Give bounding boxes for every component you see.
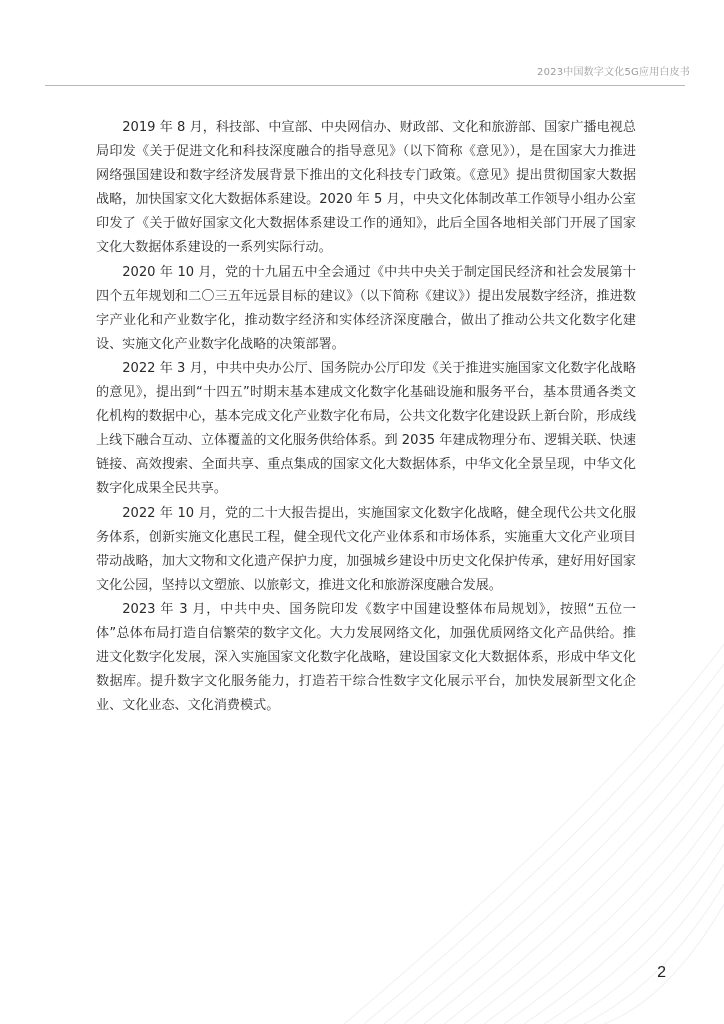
paragraph-2020-plenary: 2020 年 10 月，党的十九届五中全会通过《中共中央关于制定国民经济和社会发展第十四个五年规划和二〇三五年远景目标的建议》（以下简称《建议》）提出发展数字经济，推进数字产业化和产业数字化，推动数字经济和实体经济深度融合，做出了推动公共文化数字化建设、实施文化产业数字化战略的决策部署。 bbox=[96, 264, 636, 352]
header-divider bbox=[45, 85, 685, 86]
body-text bbox=[96, 116, 636, 718]
paragraph-2022-october: 2022 年 10 月，党的二十大报告提出，实施国家文化数字化战略，健全现代公共文化服务体系，创新实施文化惠民工程，健全现代文化产业体系和市场体系，实施重大文化产业项目带动战略，加大文物和文化遗产保护力度，加强城乡建设中历史文化保护传承，建好用好国家文化公园，坚持以文塑旅、以旅彰文，推进文化和旅游深度融合发展。 bbox=[96, 505, 636, 593]
paragraph-2023-march: 2023 年 3 月，中共中央、国务院印发《数字中国建设整体布局规划》，按照“五位一体”总体布局打造自信繁荣的数字文化。大力发展网络文化，加强优质网络文化产品供给。推进文化数字化发展，深入实施国家文化数字化战略，建设国家文化大数据体系，形成中华文化数据库。提升数字文化服务能力，打造若干综合性数字文化展示平台，加快发展新型文化企业、文化业态、文化消费模式。 bbox=[96, 601, 636, 714]
header-title: 2023中国数字文化5G应用白皮书 bbox=[537, 67, 690, 78]
page-number: 2 bbox=[657, 964, 666, 981]
paragraph-2019-guidance: 2019 年 8 月，科技部、中宣部、中央网信办、财政部、文化和旅游部、国家广播电视总局印发《关于促进文化和科技深度融合的指导意见》（以下简称《意见》），是在国家大力推进网络强国建设和数字经济发展背景下推出的文化科技专门政策。《意见》提出贯彻国家大数据战略，加快国家文化大数据体系建设。2020 年 5 月，中央文化体制改革工作领导小组办公室印发了《关于做好国家文化大数据体系建设工作的通知》，此后全国各地相关部门开展了国家文化大数据体系建设的一系列实际行动。 bbox=[96, 120, 636, 256]
paragraph-2022-march: 2022 年 3 月，中共中央办公厅、国务院办公厅印发《关于推进实施国家文化数字化战略的意见》，提出到“十四五”时期末基本建成文化数字化基础设施和服务平台，基本贯通各类文化机构的数据中心，基本完成文化产业数字化布局，公共文化数字化建设跃上新台阶，形成线上线下融合互动、立体覆盖的文化服务供给体系。到 2035 年建成物理分布、逻辑关联、快速链接、高效搜索、全面共享、重点集成的国家文化大数据体系，中华文化全景呈现，中华文化数字化成果全民共享。 bbox=[96, 360, 636, 497]
